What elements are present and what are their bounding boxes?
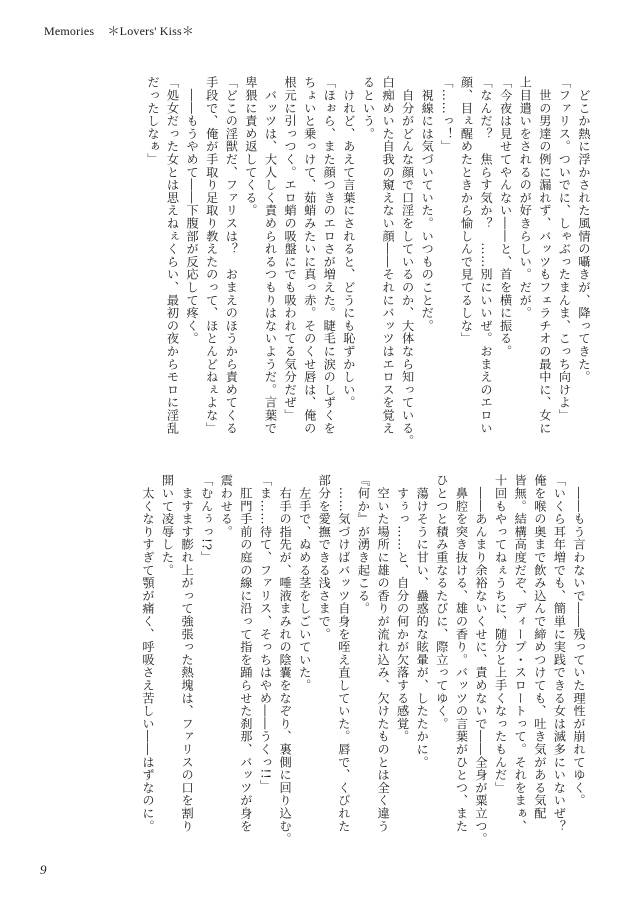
text-line: 『何か』が湧き起こる。 [356,474,371,615]
text-line: ……気づけばバッツ自身を咥え直していた。唇で、くびれた [336,474,351,833]
running-header [44,22,204,39]
text-line: 左手で、ぬめる茎をしごいていた。 [297,474,312,692]
text-line: 「どこの淫獣だ、ファリスは？ おまえのほうから責めてくる [224,76,239,435]
text-block-top [77,76,593,448]
header-title: Memories [44,24,95,38]
text-line: 「いくら耳年増でも、簡単に実践できる女は滅多にいないぜ？ [552,474,567,833]
text-line: 顔、目ぇ醒めたときから愉しんで見てるしな」 [459,76,474,345]
text-line: 太くなりすぎて顎が痛く、呼吸さえ苦しい――はずなのに。 [140,474,155,833]
text-line: ――あんまり余裕ないくせに、責めないで――全身が粟立つ。 [474,474,489,846]
text-line: 自分がどんな顔で口淫をしているのか、大体なら知っている。 [400,76,415,448]
text-line: けれど、あえて言葉にされると、どうにも恥ずかしい。 [341,76,356,409]
text-line: 震わせる。 [219,474,234,538]
text-line: どこか熱に浮かされた風情の囁きが、降ってきた。 [577,76,591,384]
text-line: ますます膨れ上がって強張った熱塊は、ファリスの口を割り [180,474,195,833]
text-line: 「ほぉら、また顔つきのエロさが増えた。睫毛に涙のしずくを [322,76,337,435]
header-subtitle: ＊Lovers' Kiss＊ [107,24,195,38]
text-line: 上目遣いをされるのが好きらしい。だが。 [518,76,533,320]
text-line: だったしなぁ」 [145,76,160,166]
text-line: 「むんぅっ!?」 [199,474,214,564]
text-line: 俺を喉の奥まで飲み込んで締めつけても、吐き気がある気配 [532,474,547,820]
text-line: 開いて凌辱した。 [160,474,175,577]
text-line: 「処女だった女とは思えねぇくらい、最初の夜からモロに淫乱 [165,76,180,435]
text-line: ひとつと積み重なるたびに、際立ってゆく。 [434,474,449,730]
text-line: ちょいと乗っけて、茹蛸みたいに真っ赤。そのくせ唇は、俺の [302,76,317,435]
text-line: 手段で、俺が手取り足取り教えたのって、ほとんどねぇよな」 [204,76,219,435]
text-line: バッツは、大人しく責められるつもりはないようだ。言葉で [263,76,278,435]
text-line: 「なんだ？ 焦らす気か？ ……別にいいぜ。おまえのエロい [479,76,494,435]
text-line: 白痴めいた自我の窺えない顔――それにバッツはエロスを覚え [381,76,396,435]
text-line: 「ファリス。ついでに、しゃぶったまんま、こっち向けよ」 [557,76,572,422]
text-line: 皆無。結構高度だぞ、ディープ・スロートって。それをまぁ、 [513,474,528,833]
text-line: 鼻腔を突き抜ける、雄の香り。バッツの言葉がひとつ、また [454,474,469,833]
text-line: 「今夜は見せてやんない――と、首を横に振る。 [498,76,513,358]
page-number: 9 [40,862,47,877]
text-line: るという。 [361,76,376,140]
text-line: 空いた場所に雄の香りが流れ込み、欠けたものとは全く違う [376,474,391,833]
text-line: 卑猥に責め返してくる。 [243,76,258,217]
text-block-bottom [140,474,588,846]
text-line: 「……っ！」 [439,76,454,153]
text-line: 世の男達の例に漏れず、バッツもフェラチオの最中に、女に [537,76,552,435]
text-line: ――もう言わないで――残っていた理性が崩れてゆく。 [572,474,586,807]
text-line: 視線には気づいていた。いつものことだ。 [420,76,435,332]
text-line: 根元に引っつく。エロ蛸の吸盤にでも吸われてる気分だぜ」 [283,76,298,422]
text-line: 部分を愛撫できる浅さまで。 [317,474,332,641]
text-line: 「ま……待て、ファリス、そっちはやめ――うくっ!!」 [258,474,273,793]
text-line: 肛門手前の庭の線に沿って指を踊らせた刹那、バッツが身を [238,474,253,833]
text-line: 十回もやってねぇうちに、随分と上手くなったもんだ」 [493,474,508,794]
text-line: 右手の指先が、唾液まみれの陰嚢をなぞり、裏側に回り込む。 [278,474,293,846]
text-line: ――もうやめて――下腹部が反応して疼く。 [185,76,200,345]
text-line: 蕩けそうに甘い、蠱惑的な眩暈が、したたかに。 [415,474,430,769]
text-line: すぅっ……と、自分の何かが欠落する感覚。 [395,474,410,743]
